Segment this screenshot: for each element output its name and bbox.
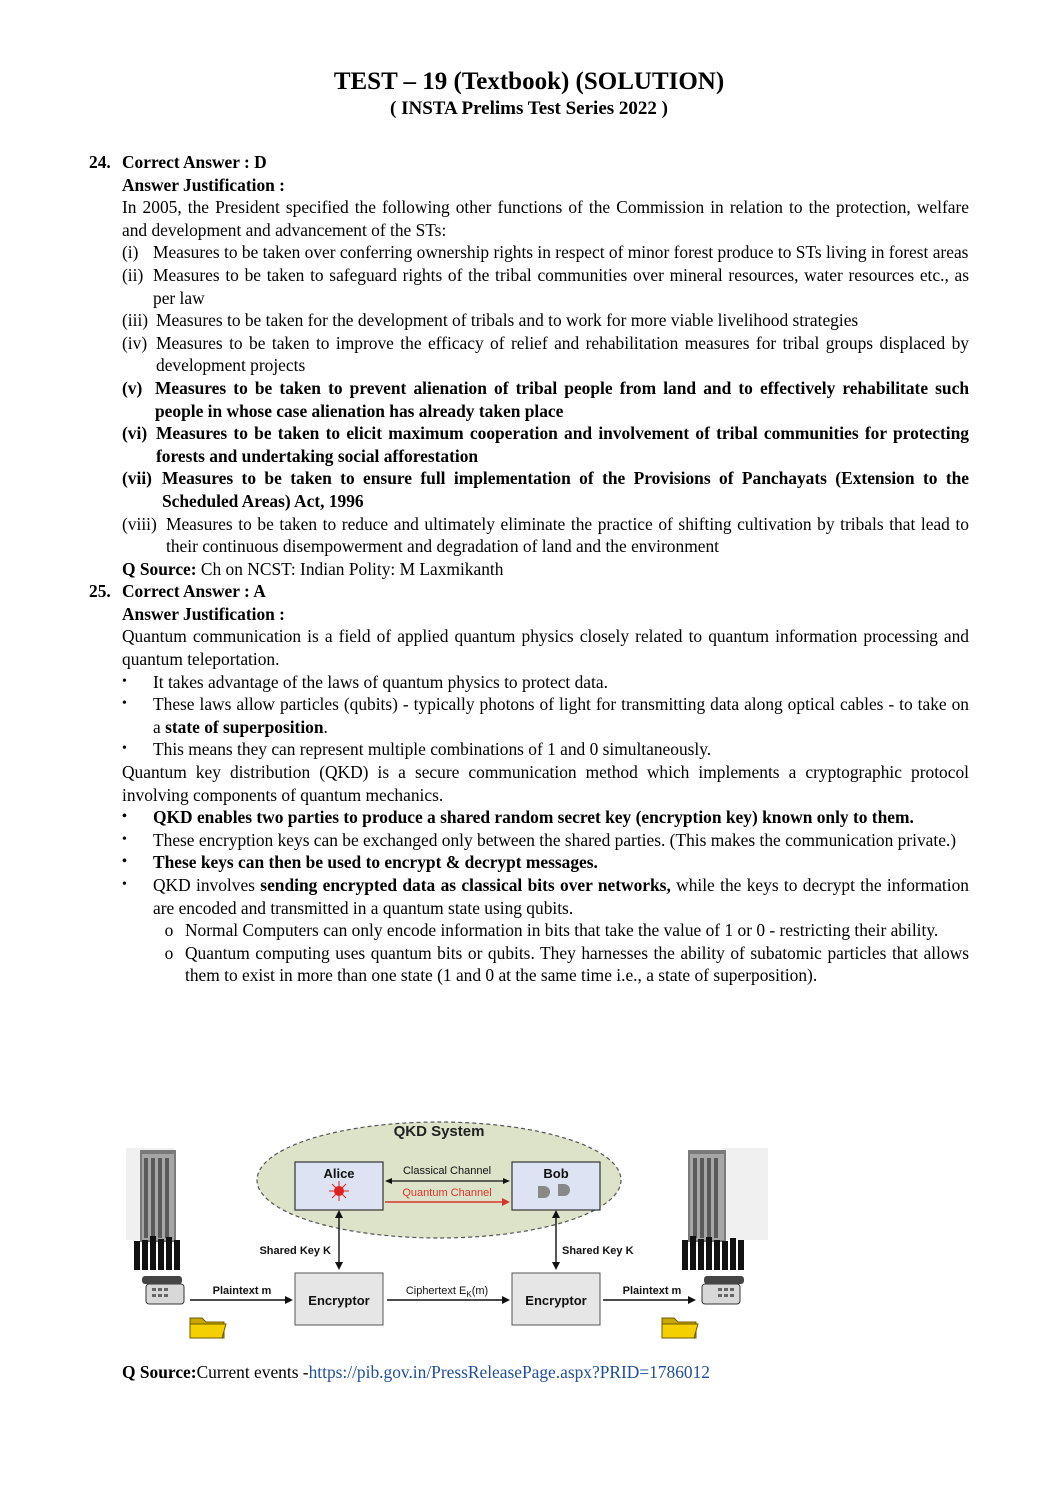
list-item: (vi) Measures to be taken to elicit maximum cooperation and involvement of tribal communities for protecting forests and undertaking social afforestation [122, 423, 969, 466]
classical-channel-label: Classical Channel [402, 1165, 492, 1177]
q25-justification-label: Answer Justification : [122, 603, 285, 624]
source-link[interactable]: https://pib.gov.in/PressReleasePage.aspx?PRID=1786012 [308, 1362, 710, 1382]
qkd-intro: Quantum key distribution (QKD) is a secure communication method which implements a cryptographic protocol involving components of quantum mechanics. [122, 762, 969, 805]
bob-label: Bob [543, 1166, 569, 1181]
list-item: (ii) Measures to be taken to safeguard rights of the tribal communities over mineral resources, water resources etc., as per law [122, 264, 969, 308]
list-item: (v) Measures to be taken to prevent alienation of tribal people from land and to effectively rehabilitate such people in whose case alienation has already taken place [122, 377, 969, 421]
qkd-system-label: QKD System [393, 1123, 485, 1140]
q25-number: 25. [89, 581, 111, 602]
list-item: (iii) Measures to be taken for the development of tribals and to work for more viable livelihood strategies [122, 310, 859, 331]
qkd-bullets [89, 806, 969, 919]
q25-intro: Quantum communication is a field of applied quantum physics closely related to quantum information processing and quantum teleportation. [122, 626, 969, 670]
list-item: • These encryption keys can be exchanged only between the shared parties. (This makes the communication private.) [122, 829, 957, 850]
list-item: • QKD involves sending encrypted data as classical bits over networks, while the keys to decrypt the information are encoded and transmitted in a quantum state using qubits. [122, 875, 969, 918]
laser-source-icon [329, 1181, 349, 1201]
q24-justification-label: Answer Justification : [122, 174, 285, 195]
telephone-right-icon [702, 1276, 744, 1304]
q24-source: Q Source: Ch on NCST: Indian Polity: M Laxmikanth [122, 558, 504, 579]
sub-list-item: o Normal Computers can only encode information in bits that take the value of 1 or 0 - restricting their ability. [164, 920, 939, 941]
right-building-icon [682, 1148, 768, 1270]
q24-function-list [89, 241, 969, 557]
q25-source: Q Source:Current events -https://pib.gov.in/PressReleasePage.aspx?PRID=1786012 [122, 1362, 710, 1382]
q25-answer [89, 580, 969, 603]
list-item: • It takes advantage of the laws of quantum physics to protect data. [122, 671, 608, 692]
encryptor-right-label: Encryptor [525, 1293, 587, 1308]
q24-intro: In 2005, the President specified the following other functions of the Commission in relation to the protection, welfare and development and advancement of the STs: [122, 197, 969, 240]
alice-label: Alice [323, 1166, 355, 1181]
list-item: • This means they can represent multiple combinations of 1 and 0 simultaneously. [122, 739, 712, 760]
page-subtitle: ( INSTA Prelims Test Series 2022 ) [390, 98, 668, 119]
list-item: • These laws allow particles (qubits) - typically photons of light for transmitting data along optical cables - to take on a state of superposition. [122, 694, 969, 737]
q24-correct-answer: Correct Answer : D [122, 152, 267, 172]
folder-right-icon [662, 1318, 698, 1338]
list-item: • These keys can then be used to encrypt & decrypt messages. [122, 852, 598, 873]
q24-number: 24. [89, 152, 111, 172]
solution-content [89, 151, 969, 987]
list-item: (vii) Measures to be taken to ensure full implementation of the Provisions of Panchayats (Extension to the Scheduled Areas) Act, 1996 [122, 468, 969, 511]
quantum-channel-label: Quantum Channel [402, 1187, 492, 1199]
list-item: • QKD enables two parties to produce a shared random secret key (encryption key) known only to them. [122, 807, 914, 828]
page-title: TEST – 19 (Textbook) (SOLUTION) [333, 68, 725, 95]
q24-answer [89, 151, 969, 174]
ciphertext-label: Ciphertext $E_K(m)$ [405, 1285, 489, 1299]
list-item: (viii) Measures to be taken to reduce and ultimately eliminate the practice of shifting cultivation by tribals that lead to their continuous disempowerment and degradation of land and the environment [122, 513, 969, 557]
list-item: (iv) Measures to be taken to improve the efficacy of relief and rehabilitation measures for tribal groups displaced by development projects [122, 332, 969, 376]
folder-left-icon [190, 1318, 226, 1338]
plaintext-left-label: Plaintext m [212, 1285, 272, 1297]
qkd-system-diagram [122, 1118, 772, 1358]
shared-key-left-label: Shared Key K [259, 1245, 331, 1257]
q25-bullets [89, 671, 969, 761]
encryptor-left-label: Encryptor [308, 1293, 370, 1308]
q25-correct-answer: Correct Answer : A [122, 581, 266, 602]
shared-key-right-label: Shared Key K [562, 1245, 634, 1257]
list-item: (i) Measures to be taken over conferring ownership rights in respect of minor forest produce to STs living in forest areas [122, 242, 969, 263]
plaintext-right-label: Plaintext m [622, 1285, 682, 1297]
left-building-icon [126, 1148, 180, 1270]
telephone-left-icon [142, 1276, 184, 1304]
sub-list-item: o Quantum computing uses quantum bits or qubits. They harnesses the ability of subatomic particles that allows them to exist in more than one state (1 and 0 at the same time i.e., a state of superposition). [164, 942, 969, 986]
